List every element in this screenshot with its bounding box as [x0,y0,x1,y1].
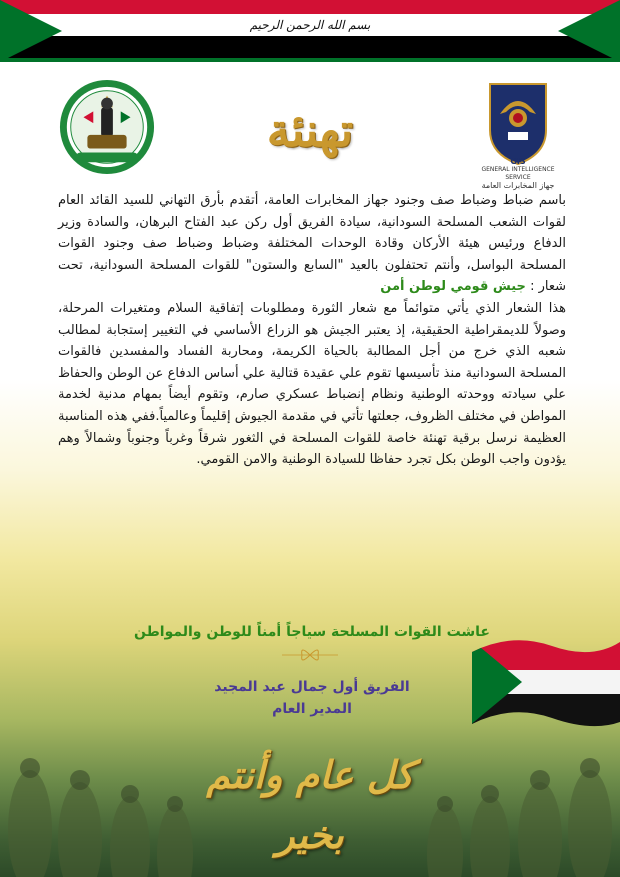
body-paragraph-1: باسم ضباط وضباط صف وجنود جهاز المخابرات العامة، أتقدم بأرق التهاني للسيد القائد العام لقوات الشعب المسلحة السودانية، سيادة الفريق أول ركن عبد الفتاح البرهان، والسادة وزير الدفاع ورئيس هيئة الأركان وقادة الوحدات المختلفة وضباط وضباط صف وجنود القوات المسلحة البواسل، وأنتم تحتفلون بالعيد "السابع والستون" للقوات المسلحة السودانية، تحت شعار : [58,193,566,295]
flag-black-band [0,36,620,58]
flag-green-band [0,58,620,62]
gis-abbr: GIS [510,157,526,166]
slogan: جيش قومي لوطن أمن [380,279,526,295]
signature-title: المدير العام [272,701,352,717]
gis-caption-en: GENERAL INTELLIGENCE SERVICE [481,166,555,181]
signature-name: الفريق أول جمال عبد المجيد [214,679,410,695]
closing-line: عاشت القوات المسلحة سياجاً أمناً للوطن والمواطن [134,624,490,640]
page-title: تهنئة [266,103,354,157]
body-paragraph [58,190,566,298]
basmala: بسم الله الرحمن الرحيم [249,18,371,32]
body-paragraph-2: هذا الشعار الذي يأتي متوائماً مع شعار الثورة ومطلوبات إتفاقية السلام ومتغيرات المرحلة، وصولاً للديمقراطية الحقيقية، إذ يعتبر الجيش هو الزراع الأساسي في التغيير إستجابة لمطالب شعبه الذي خرج من أجل المطالبة بالحياة الكريمة، ومحاربة الفساد والمفسدين فالقوات المسلحة السودانية منذ تأسيسها تقوم علي عقيدة قتالية علي أساس الدفاع عن الوطن والحفاظ علي سيادته ووحدته الوطنية ونظام إنضباط عسكري صارم، وتقوم أيضاً بمهام مدنية لخدمة المواطن في مختلف الظروف، جعلتها تأتي في مقدمة الجيوش إقليماً وعالمياً.ففي هذه المناسبة العظيمة نرسل برقية تهنئة خاصة للقوات المسلحة في الثغور شرقاً وغرباً وجنوباً وشمالاً وهم يؤدون واجب الوطن بكل تجرد حفاظا للسيادة الوطنية والامن القومي. [58,300,566,468]
greeting-calligraphy: كل عام وأنتم بخير [206,752,414,857]
congratulation-body [58,190,566,471]
flag-red-band [0,0,620,14]
gis-caption [470,158,566,190]
ribbon-ornament-icon [280,645,340,665]
gis-caption-ar: جهاز المخابرات العامة [481,181,555,190]
armed-forces-day-emblem-icon [58,78,156,176]
